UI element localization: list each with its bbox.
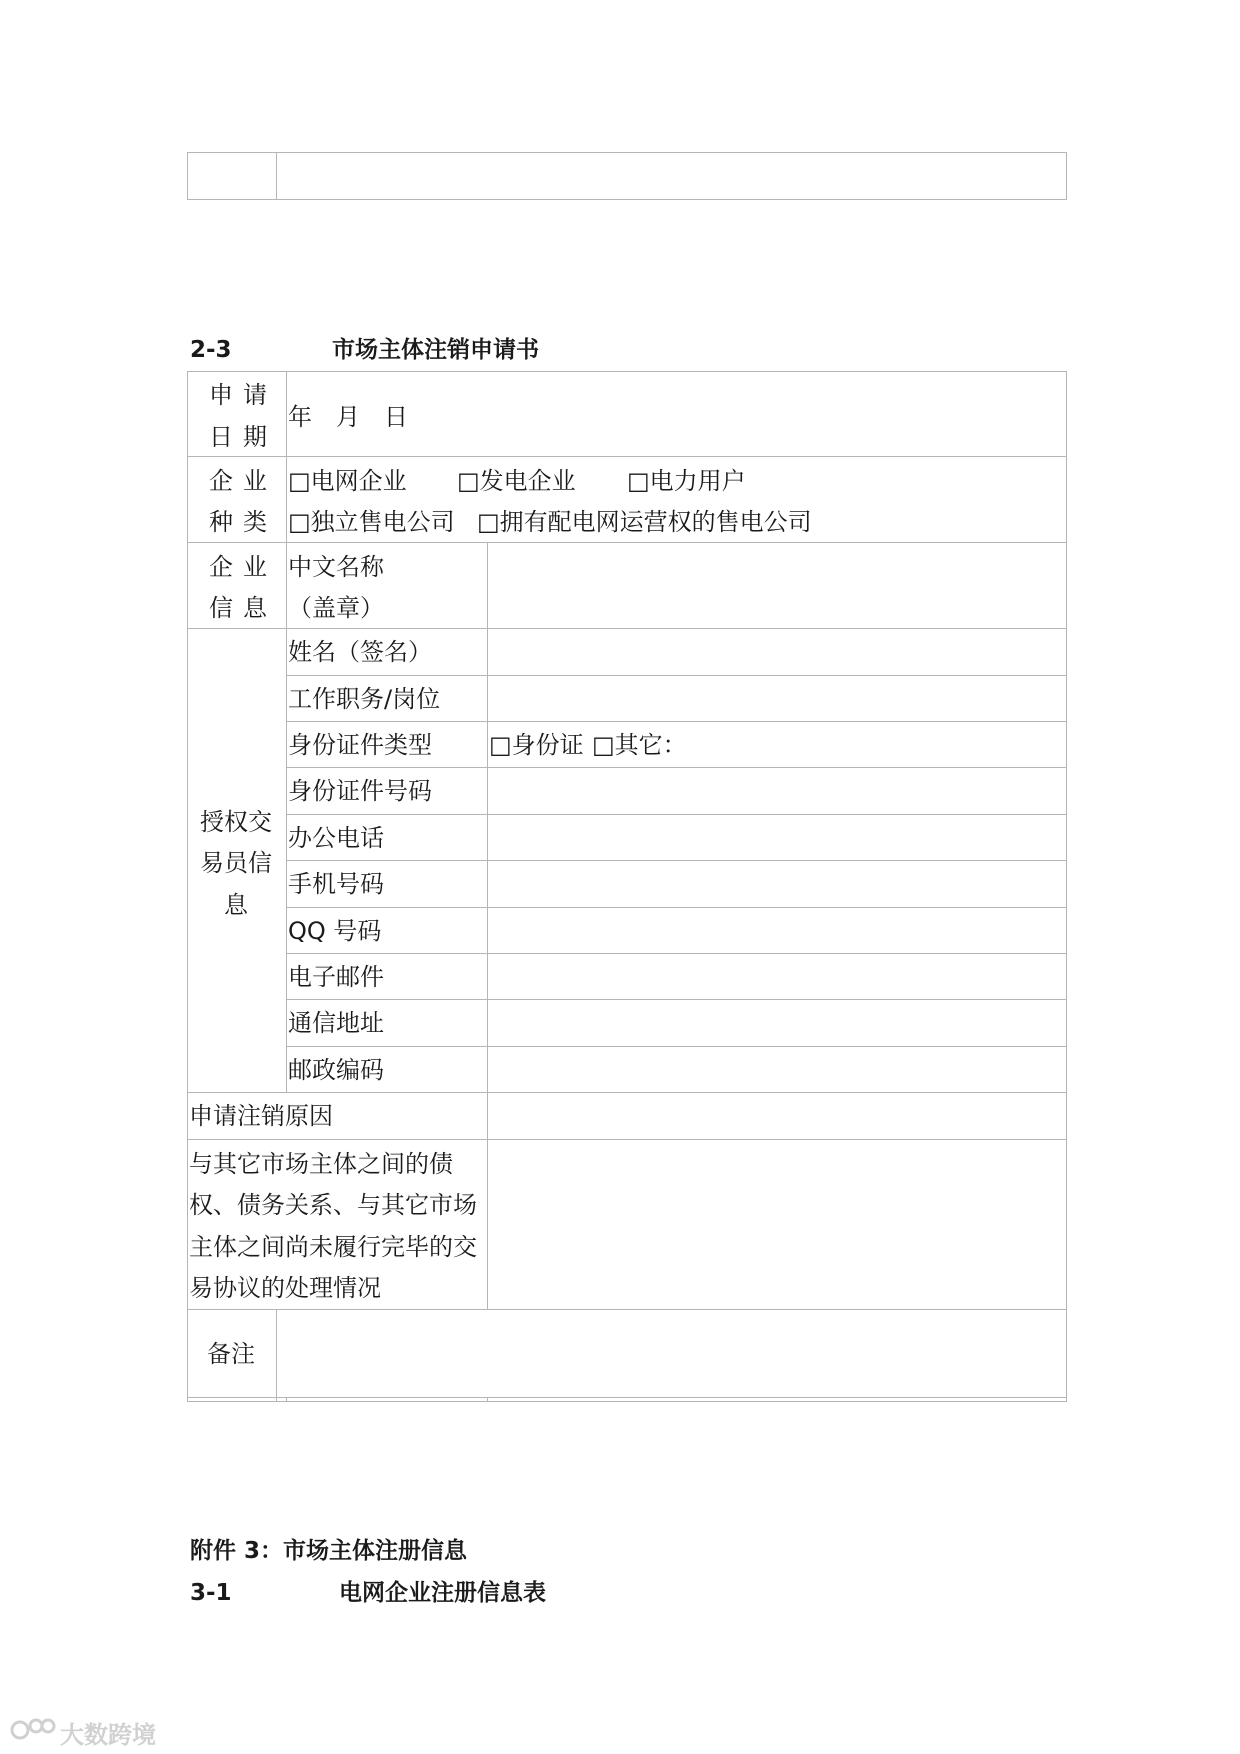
option-independent-retailer[interactable]: □独立售电公司 [288, 508, 455, 536]
company-type-label-1: 企业 [209, 467, 277, 495]
row-line [286, 675, 1067, 676]
row-line [286, 953, 1067, 954]
section-3-1-title: 电网企业注册信息表 [339, 1580, 546, 1606]
row-line [187, 456, 1067, 457]
option-generation-company[interactable]: □发电企业 [457, 467, 576, 495]
apply-date-label-2: 日期 [209, 423, 277, 451]
row-line [187, 1309, 1067, 1310]
debts-label-4: 易协议的处理情况 [189, 1274, 381, 1302]
watermark-logo-icon [10, 1715, 58, 1745]
row-line [286, 907, 1067, 908]
col-line [286, 1397, 287, 1402]
remarks-label: 备注 [207, 1340, 255, 1368]
reason-label: 申请注销原因 [189, 1102, 333, 1130]
trader-field-id-number: 身份证件号码 [288, 777, 432, 805]
trader-info-label-2: 易员信 [200, 849, 272, 877]
apply-date-label-1: 申请 [209, 381, 277, 409]
row-line [187, 1397, 1067, 1398]
top-table-divider [276, 152, 277, 200]
section-3-1-number: 3-1 [190, 1580, 232, 1606]
row-line [286, 721, 1067, 722]
trader-field-address: 通信地址 [288, 1009, 384, 1037]
trader-field-mobile: 手机号码 [288, 870, 384, 898]
trader-info-label-1: 授权交 [200, 808, 272, 836]
chinese-name-label-1: 中文名称 [288, 553, 384, 581]
section-number: 2-3 [190, 337, 232, 363]
row-line [187, 542, 1067, 543]
option-distribution-retailer[interactable]: □拥有配电网运营权的售电公司 [477, 508, 812, 536]
trader-field-postcode: 邮政编码 [288, 1056, 384, 1084]
option-grid-company[interactable]: □电网企业 [288, 467, 407, 495]
row-line [286, 999, 1067, 1000]
row-line [286, 860, 1067, 861]
option-id-other[interactable]: □其它： [592, 731, 687, 759]
row-line [187, 1139, 1067, 1140]
debts-label-1: 与其它市场主体之间的债 [189, 1150, 453, 1178]
col-line [286, 371, 287, 1092]
top-table [187, 152, 1067, 200]
row-line [286, 767, 1067, 768]
row-line [286, 814, 1067, 815]
col-line [276, 1309, 277, 1402]
row-line [187, 628, 1067, 629]
section-title: 市场主体注销申请书 [332, 337, 539, 363]
trader-info-label-3: 息 [224, 891, 248, 919]
chinese-name-label-2: （盖章） [288, 594, 384, 622]
apply-date-value[interactable]: 年 月 日 [288, 403, 408, 431]
company-info-label-2: 信息 [209, 594, 277, 622]
debts-label-2: 权、债务关系、与其它市场 [189, 1191, 477, 1219]
trader-field-position: 工作职务/岗位 [288, 685, 441, 713]
option-id-card[interactable]: □身份证 [489, 731, 584, 759]
row-line [286, 1046, 1067, 1047]
option-power-user[interactable]: □电力用户 [627, 467, 746, 495]
trader-field-qq: QQ 号码 [288, 917, 382, 945]
company-type-label-2: 种类 [209, 508, 277, 536]
col-line [487, 542, 488, 1309]
trader-field-office-phone: 办公电话 [288, 824, 384, 852]
company-info-label-1: 企业 [209, 553, 277, 581]
watermark-text: 大数跨境 [60, 1721, 156, 1749]
watermark [10, 1713, 170, 1749]
col-line [487, 1397, 488, 1402]
debts-label-3: 主体之间尚未履行完毕的交 [189, 1233, 477, 1261]
attachment-title: 附件 3：市场主体注册信息 [190, 1538, 468, 1564]
trader-field-name: 姓名（签名） [288, 638, 432, 666]
trader-field-email: 电子邮件 [288, 963, 384, 991]
trader-field-id-type: 身份证件类型 [288, 731, 432, 759]
row-line [187, 1092, 1067, 1093]
